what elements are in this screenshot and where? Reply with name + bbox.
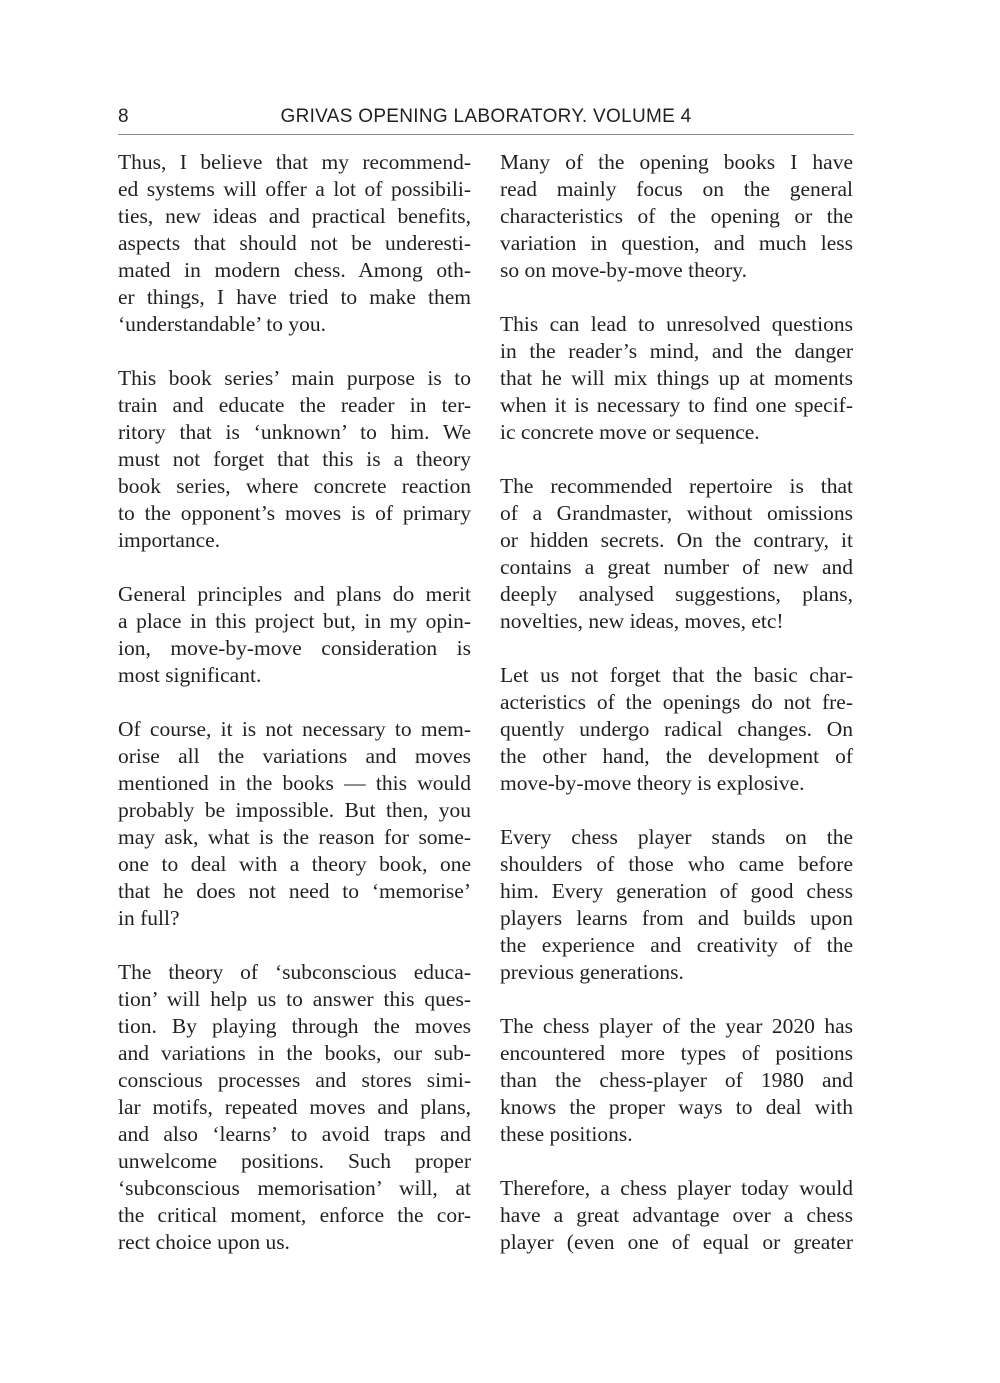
text-line: novelties, new ideas, moves, etc! bbox=[500, 609, 784, 633]
text-line: probably be impossible. But then, you bbox=[118, 798, 471, 822]
text-line: player (even one of equal or greater bbox=[500, 1230, 853, 1254]
text-line: Therefore, a chess player today would bbox=[500, 1176, 853, 1200]
text-line: Many of the opening books I have bbox=[500, 150, 853, 174]
paragraph bbox=[118, 716, 471, 932]
paragraph bbox=[118, 365, 471, 554]
text-line: that he will mix things up at moments bbox=[500, 366, 853, 390]
text-line: ion, move-by-move consideration is bbox=[118, 636, 471, 660]
text-line: Thus, I believe that my recommend- bbox=[118, 150, 471, 174]
text-line: players learns from and builds upon bbox=[500, 906, 853, 930]
text-line: mated in modern chess. Among oth- bbox=[118, 258, 471, 282]
text-line: er things, I have tried to make them bbox=[118, 285, 471, 309]
text-line: orise all the variations and moves bbox=[118, 744, 471, 768]
paragraph bbox=[500, 473, 853, 635]
text-line: acteristics of the openings do not fre- bbox=[500, 690, 853, 714]
text-line: may ask, what is the reason for some- bbox=[118, 825, 471, 849]
text-line: ‘understandable’ to you. bbox=[118, 312, 326, 336]
text-line: so on move-by-move theory. bbox=[500, 258, 747, 282]
text-line: have a great advantage over a chess bbox=[500, 1203, 853, 1227]
text-line: of a Grandmaster, without omissions bbox=[500, 501, 853, 525]
text-line: train and educate the reader in ter- bbox=[118, 393, 471, 417]
paragraph bbox=[118, 959, 471, 1256]
paragraph bbox=[118, 581, 471, 689]
text-line: contains a great number of new and bbox=[500, 555, 853, 579]
text-line: one to deal with a theory book, one bbox=[118, 852, 471, 876]
text-line: the critical moment, enforce the cor- bbox=[118, 1203, 471, 1227]
text-line: The theory of ‘subconscious educa- bbox=[118, 960, 471, 984]
text-line: book series, where concrete reaction bbox=[118, 474, 471, 498]
text-line: ritory that is ‘unknown’ to him. We bbox=[118, 420, 471, 444]
text-line: or hidden secrets. On the contrary, it bbox=[500, 528, 853, 552]
text-line: conscious processes and stores simi- bbox=[118, 1068, 471, 1092]
text-line: must not forget that this is a theory bbox=[118, 447, 471, 471]
text-line: aspects that should not be underesti- bbox=[118, 231, 471, 255]
text-line: him. Every generation of good chess bbox=[500, 879, 853, 903]
text-line: mentioned in the books — this would bbox=[118, 771, 471, 795]
paragraph bbox=[500, 311, 853, 446]
text-line: ‘subconscious memorisation’ will, at bbox=[118, 1176, 471, 1200]
text-line: most significant. bbox=[118, 663, 262, 687]
text-line: when it is necessary to find one specif- bbox=[500, 393, 853, 417]
text-line: that he does not need to ‘memorise’ bbox=[118, 879, 471, 903]
text-line: in full? bbox=[118, 906, 180, 930]
left-text-column bbox=[118, 149, 471, 1256]
text-line: This can lead to unresolved questions bbox=[500, 312, 853, 336]
running-title: GRIVAS OPENING LABORATORY. VOLUME 4 bbox=[280, 106, 692, 127]
text-line: in the reader’s mind, and the danger bbox=[500, 339, 853, 363]
text-line: the experience and creativity of the bbox=[500, 933, 853, 957]
text-line: Of course, it is not necessary to mem- bbox=[118, 717, 471, 741]
text-line: The chess player of the year 2020 has bbox=[500, 1014, 853, 1038]
text-line: ed systems will offer a lot of possibili- bbox=[118, 177, 471, 201]
text-line: unwelcome positions. Such proper bbox=[118, 1149, 471, 1173]
text-line: these positions. bbox=[500, 1122, 633, 1146]
page-number: 8 bbox=[118, 106, 129, 127]
text-line: previous generations. bbox=[500, 960, 684, 984]
text-line: The recommended repertoire is that bbox=[500, 474, 853, 498]
text-line: deeply analysed suggestions, plans, bbox=[500, 582, 853, 606]
text-line: ties, new ideas and practical benefits, bbox=[118, 204, 471, 228]
text-line: lar motifs, repeated moves and plans, bbox=[118, 1095, 471, 1119]
paragraph bbox=[500, 1175, 853, 1256]
right-text-column bbox=[500, 149, 853, 1256]
text-line: and also ‘learns’ to avoid traps and bbox=[118, 1122, 471, 1146]
text-line: the other hand, the development of bbox=[500, 744, 853, 768]
text-line: read mainly focus on the general bbox=[500, 177, 853, 201]
text-line: and variations in the books, our sub- bbox=[118, 1041, 471, 1065]
text-line: shoulders of those who came before bbox=[500, 852, 853, 876]
text-line: to the opponent’s moves is of primary bbox=[118, 501, 471, 525]
text-line: quently undergo radical changes. On bbox=[500, 717, 853, 741]
text-line: a place in this project but, in my opin- bbox=[118, 609, 471, 633]
paragraph bbox=[500, 824, 853, 986]
paragraph bbox=[118, 149, 471, 338]
text-line: Every chess player stands on the bbox=[500, 825, 853, 849]
text-line: encountered more types of positions bbox=[500, 1041, 853, 1065]
text-line: rect choice upon us. bbox=[118, 1230, 290, 1254]
paragraph bbox=[500, 149, 853, 284]
text-line: ic concrete move or sequence. bbox=[500, 420, 760, 444]
text-line: variation in question, and much less bbox=[500, 231, 853, 255]
text-line: General principles and plans do merit bbox=[118, 582, 471, 606]
text-line: knows the proper ways to deal with bbox=[500, 1095, 853, 1119]
text-line: tion. By playing through the moves bbox=[118, 1014, 471, 1038]
text-line: Let us not forget that the basic char- bbox=[500, 663, 853, 687]
text-line: tion’ will help us to answer this ques- bbox=[118, 987, 471, 1011]
paragraph bbox=[500, 662, 853, 797]
text-line: This book series’ main purpose is to bbox=[118, 366, 471, 390]
text-line: importance. bbox=[118, 528, 221, 552]
text-line: characteristics of the opening or the bbox=[500, 204, 853, 228]
running-header bbox=[118, 104, 854, 135]
text-line: than the chess-player of 1980 and bbox=[500, 1068, 853, 1092]
paragraph bbox=[500, 1013, 853, 1148]
text-line: move-by-move theory is explosive. bbox=[500, 771, 805, 795]
